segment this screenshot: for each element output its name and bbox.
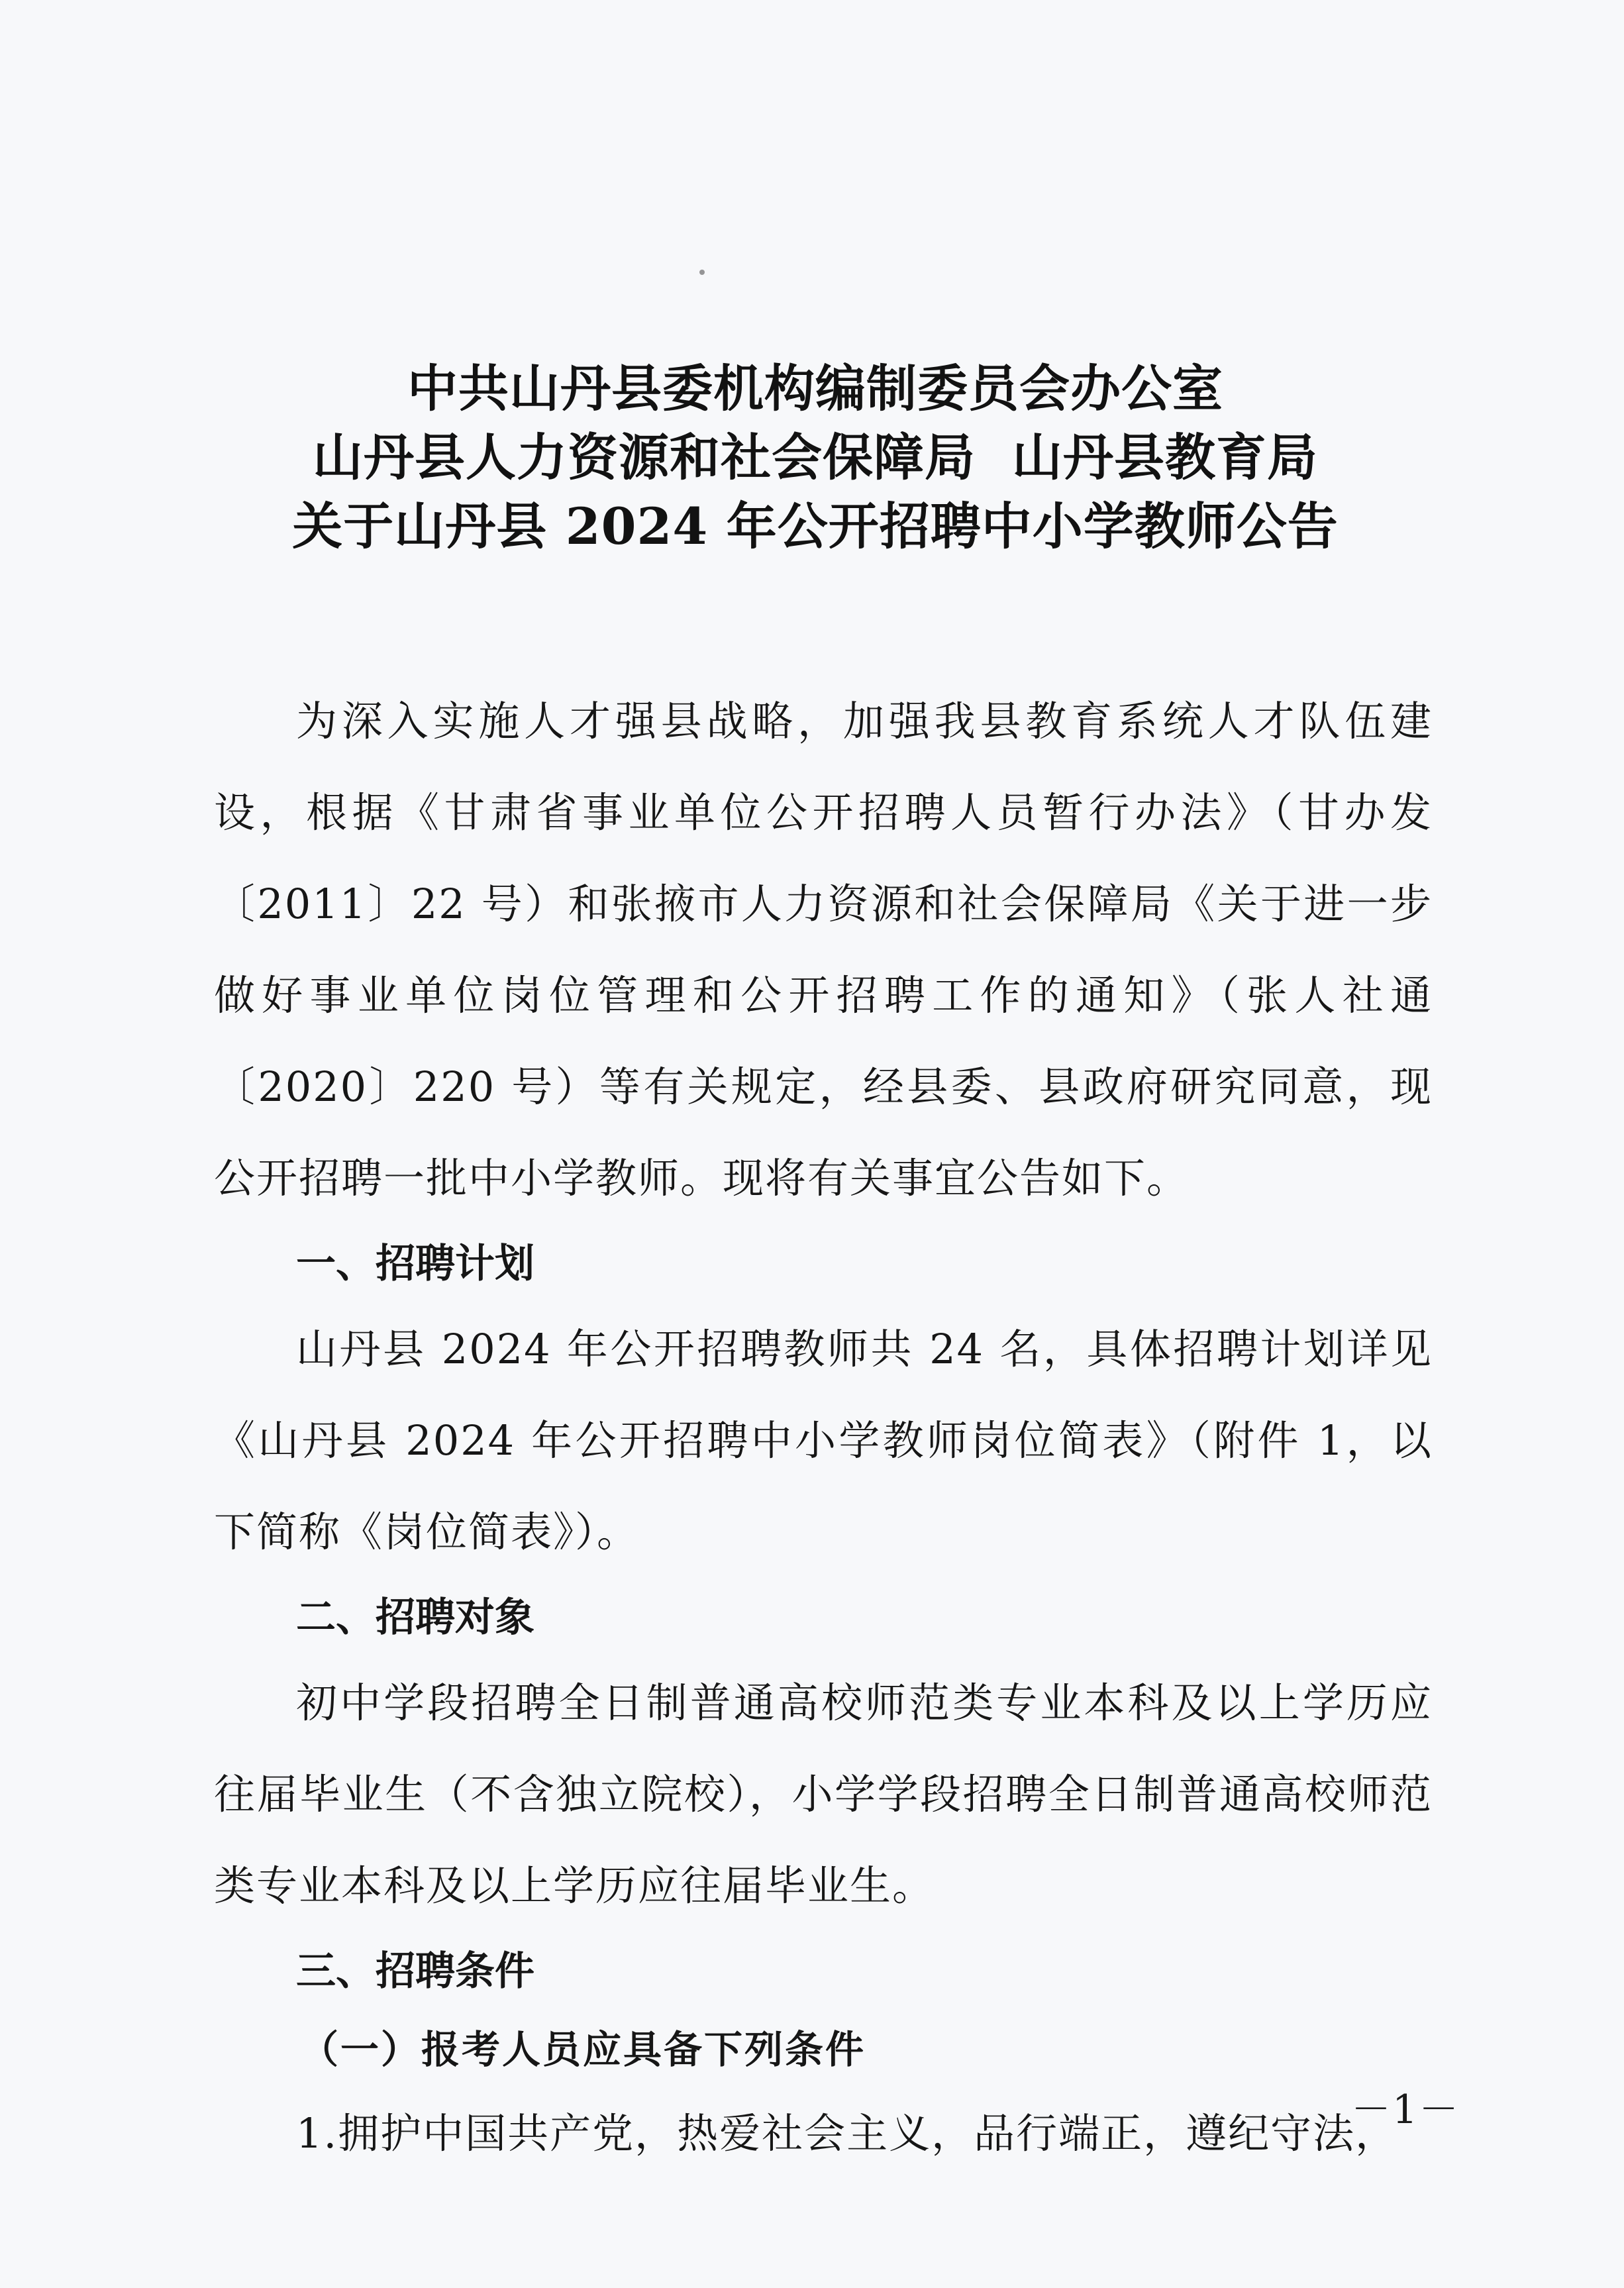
condition-item-1: 1.拥护中国共产党，热爱社会主义，品行端正，遵纪守法， [296,2109,1398,2158]
scan-speck [699,270,705,275]
section-heading-recruitment-plan: 一、招聘计划 [296,1241,534,1287]
title-line-3: 关于山丹县 2024 年公开招聘中小学教师公告 [292,497,1339,556]
document-body [214,676,1433,2179]
section-heading-recruitment-conditions: 三、招聘条件 [296,1948,534,1995]
document-title [0,354,1624,561]
title-line-2: 山丹县人力资源和社会保障局 山丹县教育局 [313,428,1318,487]
title-line-1: 中共山丹县委机构编制委员会办公室 [407,359,1223,418]
intro-paragraph: 为深入实施人才强县战略，加强我县教育系统人才队伍建设，根据《甘肃省事业单位公开招聘人员暂行办法》（甘办发〔2011〕22 号）和张掖市人力资源和社会保障局《关于进一步做好事业单位岗位管理和公开招聘工作的通知》（张人社通〔2020〕220 号）等有关规定，经县委、县政府研究同意，现公开招聘一批中小学教师。现将有关事宜公告如下。 [214,697,1433,1202]
section-text-recruitment-plan: 山丹县 2024 年公开招聘教师共 24 名，具体招聘计划详见《山丹县 2024 年公开招聘中小学教师岗位简表》（附件 1，以下简称《岗位简表》）。 [214,1325,1433,1556]
section-text-recruitment-targets: 初中学段招聘全日制普通高校师范类专业本科及以上学历应往届毕业生（不含独立院校），小学学段招聘全日制普通高校师范类专业本科及以上学历应往届毕业生。 [214,1679,1433,1910]
subsection-heading-requirements: （一）报考人员应具备下列条件 [300,2027,866,2072]
page-number: －1－ [1351,2087,1460,2133]
section-heading-recruitment-targets: 二、招聘对象 [296,1594,534,1641]
